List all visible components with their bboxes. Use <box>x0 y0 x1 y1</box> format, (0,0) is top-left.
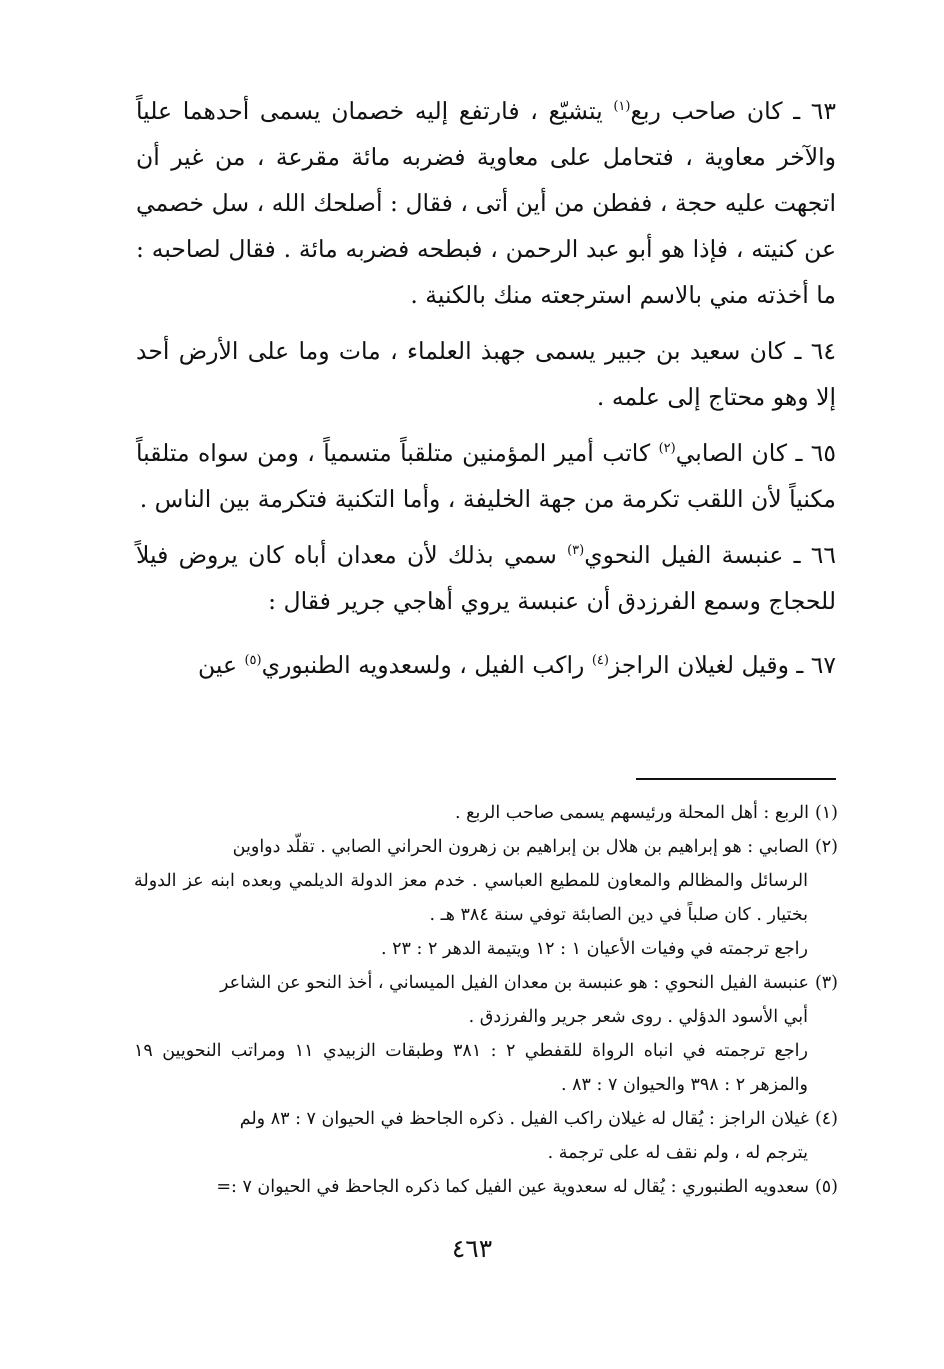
footnote-ref-2: (٢) <box>658 441 676 457</box>
footnote-ref-5: (٥) <box>244 653 262 669</box>
footnote-ref-3: (٣) <box>567 543 585 559</box>
paragraph-65-text-b: كاتب أمير المؤمنين متلقباً متسمياً ، ومن سواه متلقباً مكنياً لأن اللقب تكرمة من جهة الخليفة ، وأما التكنية فتكرمة بين الناس . <box>136 439 836 513</box>
footnote-1-text: الربع : أهل المحلة ورئيسهم يسمى صاحب الربع . <box>455 803 809 823</box>
footnote-5-text: سعدويه الطنبوري : يُقال له سعدوية عين الفيل كما ذكره الجاحظ في الحيوان ٧ := <box>216 1177 809 1197</box>
footnote-3-reference: راجع ترجمته في انباه الرواة للقفطي ٢ : ٣٨١ وطبقات الزبيدي ١١ ومراتب النحويين ١٩ والمزهر ٢ : ٣٩٨ والحيوان ٧ : ٨٣ . <box>134 1041 808 1095</box>
footnote-2-text: الصابي : هو إبراهيم بن هلال بن إبراهيم بن زهرون الحراني الصابي . تقلّد دواوين <box>232 837 809 857</box>
footnote-4 <box>134 1102 838 1136</box>
main-text-body <box>136 88 836 698</box>
paragraph-63 <box>136 88 836 318</box>
footnote-2 <box>134 830 838 864</box>
footnote-1-number: (١) <box>814 803 838 823</box>
footnote-2-continuation: الرسائل والمظالم والمعاون للمطيع العباسي . خدم معز الدولة الديلمي وبعده ابنه عز الدولة بختيار . كان صلباً في دين الصابئة توفي سنة ٣٨٤ هـ . <box>134 871 808 925</box>
paragraph-65-text-a: ٦٥ ـ كان الصابي <box>675 439 836 467</box>
footnote-ref-1: (١) <box>613 99 631 115</box>
footnote-5 <box>134 1170 838 1204</box>
paragraph-67-text-b: راكب الفيل ، ولسعدويه الطنبوري <box>261 651 592 679</box>
footnote-ref-4: (٤) <box>591 653 609 669</box>
paragraph-67 <box>136 642 836 688</box>
footnote-2-number: (٢) <box>814 837 838 857</box>
footnote-3-text: عنبسة الفيل النحوي : هو عنبسة بن معدان الفيل الميساني ، أخذ النحو عن الشاعر <box>220 973 809 993</box>
paragraph-63-text-b: يتشيّع ، فارتفع إليه خصمان يسمى أحدهما علياً والآخر معاوية ، فتحامل على معاوية فضربه مائة مقرعة ، من غير أن اتجهت عليه حجة ، ففطن من أين أتى ، فقال : أصلحك الله ، سل خصمي عن كنيته ، فإذا هو أبو عبد الرحمن ، فبطحه فضربه مائة . فقال لصاحبه : ما أخذته مني بالاسم استرجعته منك بالكنية . <box>136 97 836 309</box>
footnotes-section <box>134 796 838 1204</box>
paragraph-67-text-a: ٦٧ ـ وقيل لغيلان الراجز <box>608 651 836 679</box>
paragraph-66-text-b: سمي بذلك لأن معدان أباه كان يروض فيلاً للحجاج وسمع الفرزدق أن عنبسة يروي أهاجي جرير فقال : <box>136 541 836 615</box>
footnote-4-continuation: يترجم له ، ولم نقف له على ترجمة . <box>547 1143 808 1163</box>
paragraph-64-text: ٦٤ ـ كان سعيد بن جبير يسمى جهبذ العلماء ، مات وما على الأرض أحد إلا وهو محتاج إلى علمه . <box>136 337 836 411</box>
footnote-3 <box>134 966 838 1000</box>
footnote-1 <box>134 796 838 830</box>
paragraph-64 <box>136 328 836 420</box>
paragraph-63-text-a: ٦٣ ـ كان صاحب ربع <box>630 97 836 125</box>
footnote-4-text: غيلان الراجز : يُقال له غيلان راكب الفيل . ذكره الجاحظ في الحيوان ٧ : ٨٣ ولم <box>239 1109 809 1129</box>
paragraph-65 <box>136 430 836 522</box>
footnote-5-number: (٥) <box>814 1177 838 1197</box>
page-number: ٤٦٣ <box>451 1234 493 1263</box>
paragraph-67-text-c: عين <box>197 651 245 679</box>
footnote-3-continuation: أبي الأسود الدؤلي . روى شعر جرير والفرزدق . <box>468 1007 808 1027</box>
footnote-3-number: (٣) <box>814 973 838 993</box>
footnote-2-reference: راجع ترجمته في وفيات الأعيان ١ : ١٢ ويتيمة الدهر ٢ : ٢٣ . <box>381 939 808 959</box>
footnote-separator-line <box>636 778 836 780</box>
footnote-4-number: (٤) <box>814 1109 838 1129</box>
paragraph-66-text-a: ٦٦ ـ عنبسة الفيل النحوي <box>584 541 836 569</box>
paragraph-66 <box>136 532 836 624</box>
